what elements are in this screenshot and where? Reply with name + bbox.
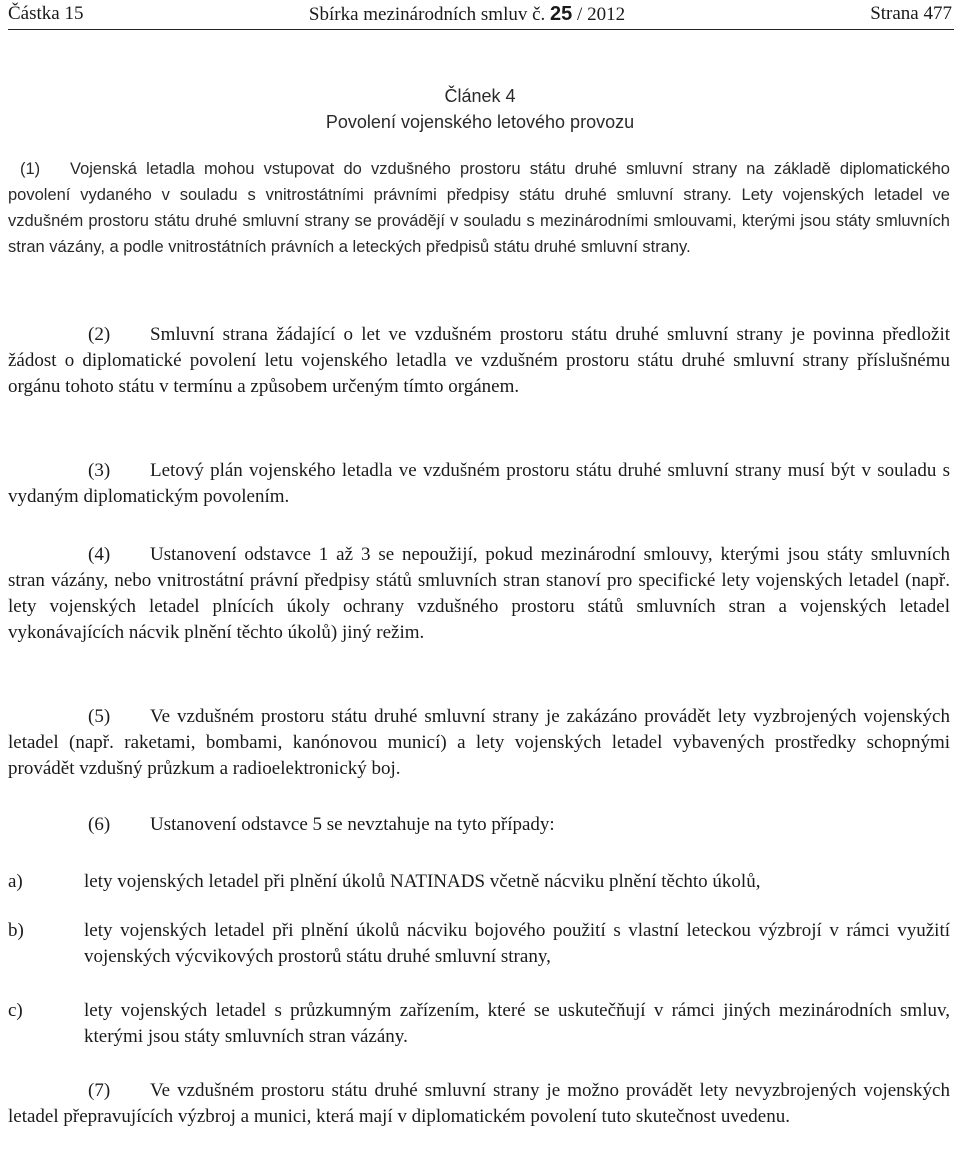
paragraph-text: Smluvní strana žádající o let ve vzdušném prostoru státu druhé smluvní strany je povinna předložit žádost o diplomatické povolení letu vojenského letadla ve vzdušném prostoru státu druhé smluvní strany příslušnému orgánu tohoto státu v termínu a způsobem určeným tímto orgánem. (8, 324, 950, 397)
header-page-number: Strana 477 (870, 3, 952, 24)
header-collection-name: Sbírka mezinárodních smluv č. (308, 4, 546, 25)
paragraph-number: (4) (88, 544, 111, 565)
paragraph-4 (8, 542, 950, 646)
paragraph-text: Letový plán vojenského letadla ve vzdušném prostoru státu druhé smluvní strany musí být v souladu s vydaným diplomatickým povolením. (8, 460, 950, 507)
article-heading: Povolení vojenského letového provozu (325, 112, 635, 132)
paragraph-number: (5) (88, 706, 111, 727)
header-part-number: Částka 15 (8, 3, 84, 24)
paragraph-text: Vojenská letadla mohou vstupovat do vzdušného prostoru státu druhé smluvní strany na základě diplomatického povolení vydaného v souladu s vnitrostátními právními předpisy státu druhé smluvní strany. Lety vojenských letadel ve vzdušném prostoru státu druhé smluvní strany se provádějí v souladu s mezinárodními smlouvami, kterými jsou státy smluvních stran vázány, a podle vnitrostátních právních a leteckých předpisů státu druhé smluvní strany. (8, 160, 950, 256)
paragraph-number: (2) (88, 324, 111, 345)
paragraph-number: (3) (88, 460, 111, 481)
page-header (8, 3, 954, 30)
list-item-text: lety vojenských letadel s průzkumným zařízením, které se uskutečňují v rámci jiných mezinárodních smluv, kterými jsou státy smluvních stran vázány. (84, 1000, 950, 1047)
header-issue-number: 25 (550, 3, 573, 25)
paragraph-5 (8, 704, 950, 782)
paragraph-1 (8, 156, 950, 260)
list-item-letter: b) (8, 920, 24, 941)
paragraph-text: Ustanovení odstavce 1 až 3 se nepoužijí, pokud mezinárodní smlouvy, kterými jsou státy smluvních stran vázány, nebo vnitrostátní právní předpisy států smluvních stran stanoví pro specifické lety vojenských letadel (např. lety vojenských letadel plnících úkoly ochrany vzdušného prostoru států smluvních stran a vojenských letadel vykonávajících nácvik plnění těchto úkolů) jiný režim. (8, 544, 950, 643)
paragraph-3 (8, 458, 950, 510)
header-year: / 2012 (577, 4, 626, 25)
list-item-letter: a) (8, 871, 23, 892)
list-item-text: lety vojenských letadel při plnění úkolů nácviku bojového použití s vlastní leteckou výzbrojí v rámci využití vojenských výcvikových prostorů státu druhé smluvní strany, (84, 920, 950, 967)
paragraph-6 (8, 812, 950, 838)
paragraph-text: Ve vzdušném prostoru státu druhé smluvní strany je možno provádět lety nevyzbrojených vojenských letadel přepravujících výzbroj a munici, která mají v diplomatickém povolení tuto skutečnost uvedenu. (8, 1080, 950, 1127)
paragraph-number: (6) (88, 814, 111, 835)
paragraph-text: Ustanovení odstavce 5 se nevztahuje na tyto případy: (150, 814, 555, 835)
paragraph-7 (8, 1078, 950, 1130)
paragraph-2 (8, 322, 950, 400)
paragraph-text: Ve vzdušném prostoru státu druhé smluvní strany je zakázáno provádět lety vyzbrojených vojenských letadel (např. raketami, bombami, kanónovou municí) a lety vojenských letadel vybavených prostředky schopnými provádět vzdušný průzkum a radioelektronický boj. (8, 706, 950, 779)
paragraph-number: (1) (20, 160, 41, 178)
article-number: Článek 4 (444, 86, 516, 106)
list-item-letter: c) (8, 1000, 23, 1021)
list-item-text: lety vojenských letadel při plnění úkolů NATINADS včetně nácviku plnění těchto úkolů, (84, 871, 761, 892)
paragraph-number: (7) (88, 1080, 111, 1101)
header-collection-title (8, 3, 954, 26)
